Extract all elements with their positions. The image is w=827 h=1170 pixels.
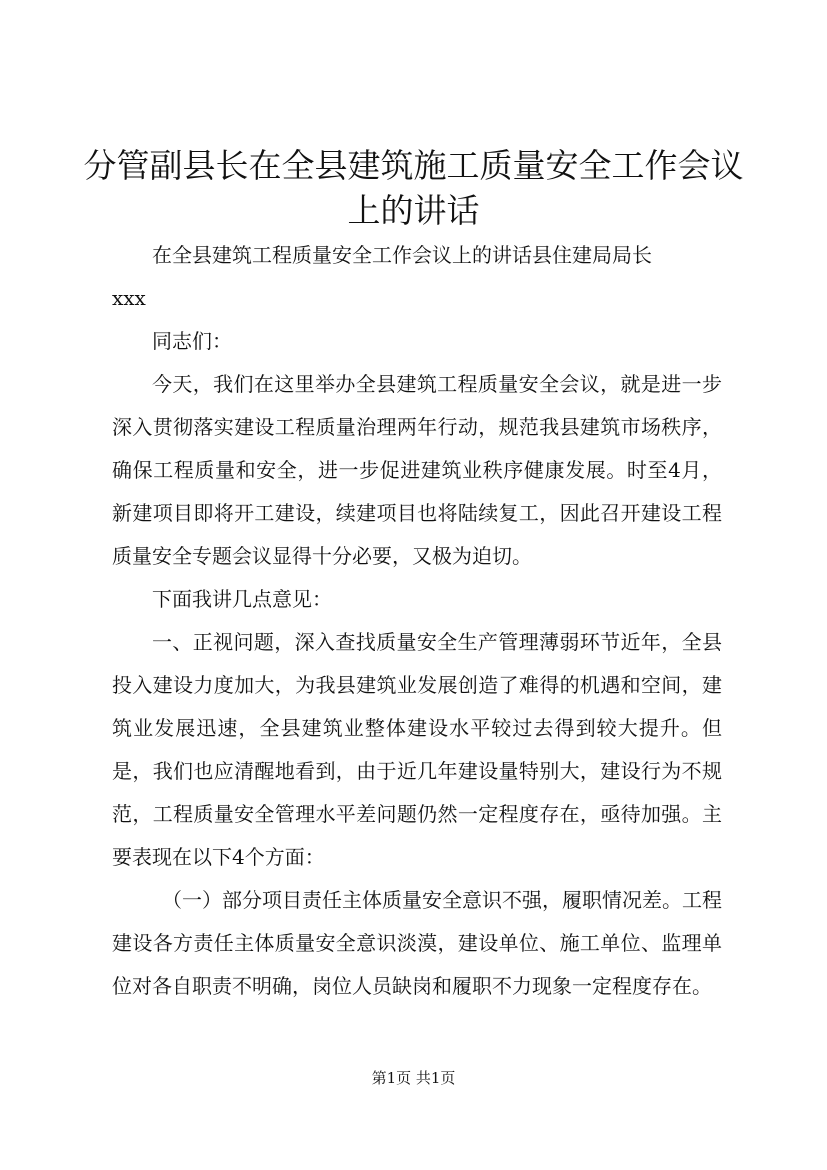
- document-title-line-2: 上的讲话: [347, 191, 480, 230]
- document-title-line-1: 分管副县长在全县建筑施工质量安全工作会议: [83, 146, 744, 185]
- paragraph-section-one: 一、正视问题，深入查找质量安全生产管理薄弱环节近年，全县投入建设力度加大，为我县建筑业发展创造了难得的机遇和空间，建筑业发展迅速，全县建筑业整体建设水平较过去得到较大提升。但是，我们也应清醒地看到，由于近几年建设量特别大，建设行为不规范，工程质量安全管理水平差问题仍然一定程度存在，亟待加强。主要表现在以下4个方面：: [112, 630, 722, 869]
- page-footer: 第1页 共1页: [371, 1069, 456, 1087]
- paragraph-subsection-one: （一）部分项目责任主体质量安全意识不强，履职情况差。工程建设各方责任主体质量安全意识淡漠，建设单位、施工单位、监理单位对各自职责不明确，岗位人员缺岗和履职不力现象一定程度存在。: [112, 888, 722, 998]
- document-body: [112, 234, 722, 1008]
- paragraph-points-lead: 下面我讲几点意见：: [152, 587, 332, 611]
- paragraph-speaker: xxx: [112, 286, 146, 310]
- paragraph-intro: 今天，我们在这里举办全县建筑工程质量安全会议，就是进一步深入贯彻落实建设工程质量治理两年行动，规范我县建筑市场秩序，确保工程质量和安全，进一步促进建筑业秩序健康发展。时至4月，新建项目即将开工建设，续建项目也将陆续复工，因此召开建设工程质量安全专题会议显得十分必要，又极为迫切。: [112, 372, 722, 568]
- paragraph-subtitle: 在全县建筑工程质量安全工作会议上的讲话县住建局局长: [152, 243, 652, 267]
- paragraph-greeting: 同志们：: [152, 329, 232, 353]
